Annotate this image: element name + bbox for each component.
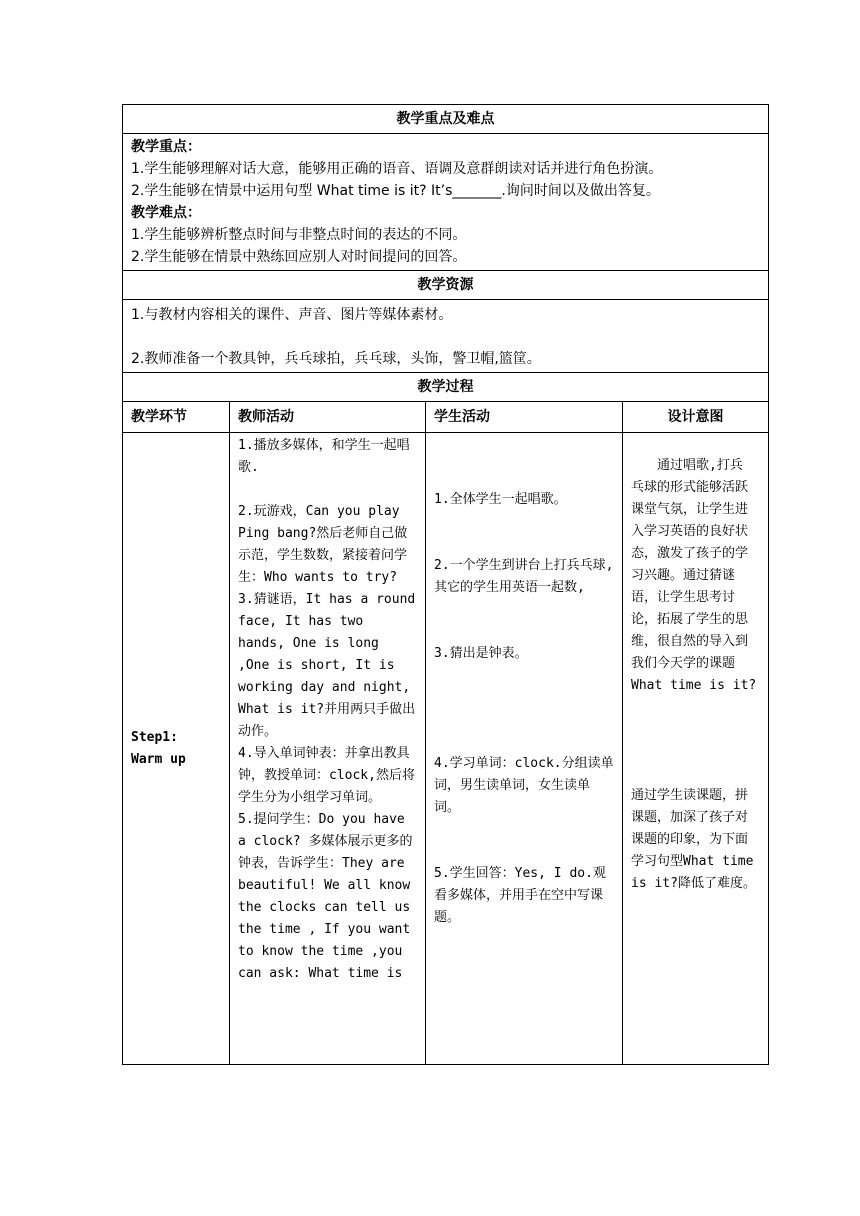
resource-item-1: 1.与教材内容相关的课件、声音、图片等媒体素材。 (131, 307, 453, 323)
difficult-point-2: 2.学生能够在情景中熟练回应别人对时间提问的回答。 (131, 249, 467, 265)
resource-item-2: 2.教师准备一个教具钟，兵乓球拍，兵乓球，头饰，警卫帽,篮筐。 (131, 351, 541, 367)
difficult-points-label: 教学难点： (131, 205, 201, 221)
teacher-activity-1: 1.播放多媒体，和学生一起唱歌. (238, 438, 410, 475)
student-activity-1: 1.全体学生一起唱歌。 (434, 492, 567, 507)
student-activity-cell (426, 433, 623, 1065)
design-intent-2: 通过学生读课题，拼课题，加深了孩子对课题的印象，为下面学习句型What time is it?降低了难度。 (631, 788, 756, 891)
column-header-intent: 设计意图 (623, 402, 769, 433)
teacher-activity-cell (230, 433, 426, 1065)
column-header-stage: 教学环节 (123, 402, 230, 433)
teacher-activity-2: 2.玩游戏，Can you play Ping bang?然后老师自己做示范，学生数数，紧接着问学生：Who wants to try? (238, 504, 408, 585)
key-point-1: 1.学生能够理解对话大意，能够用正确的语音、语调及意群朗读对话并进行角色扮演。 (131, 161, 663, 177)
resources-content (123, 300, 769, 373)
difficult-point-1: 1.学生能够辨析整点时间与非整点时间的表达的不同。 (131, 227, 467, 243)
process-header: 教学过程 (123, 373, 769, 402)
focus-header: 教学重点及难点 (123, 105, 769, 134)
key-point-2: 2.学生能够在情景中运用句型 What time is it? It’s_______.询问时间以及做出答复。 (131, 183, 660, 199)
teacher-spacer (238, 479, 417, 501)
step-cell (123, 433, 230, 1065)
teacher-activity-4: 4.导入单词钟表：并拿出教具钟，教授单词：clock,然后将学生分为小组学习单词。 (238, 746, 415, 805)
student-spacer-3 (434, 665, 614, 753)
column-header-student: 学生活动 (426, 402, 623, 433)
design-intent-cell (623, 433, 769, 1065)
lesson-plan-page (122, 104, 768, 1065)
student-spacer-1 (434, 511, 614, 555)
step-label: Step1: Warm up (131, 729, 186, 767)
student-activity-3: 3.猜出是钟表。 (434, 646, 528, 661)
design-intent-1: 通过唱歌,打兵 乓球的形式能够活跃课堂气氛，让学生进入学习英语的良好状态，激发了孩子的学习兴趣。通过猜谜语，让学生思考讨论，拓展了学生的思维，很自然的导入到我们今天学的课题What time is it? (631, 458, 757, 693)
resource-spacer (131, 326, 760, 348)
student-activity-4: 4.学习单词：clock.分组读单词，男生读单词，女生读单词。 (434, 756, 614, 815)
teacher-activity-3: 3.猜谜语，It has a round face, It has two hands, One is long ,One is short, It is working day and night, What is it?并用两只手做出动作。 (238, 592, 416, 739)
teacher-activity-5: 5.提问学生：Do you have a clock? 多媒体展示更多的钟表，告诉学生：They are beautiful! We all know the clocks can tell us the time , If you want to know the time ,you can ask: What time is (238, 812, 413, 981)
student-spacer-4 (434, 819, 614, 863)
column-header-teacher: 教师活动 (230, 402, 426, 433)
resources-header: 教学资源 (123, 271, 769, 300)
intent-spacer (631, 697, 760, 785)
lesson-plan-table (122, 104, 769, 1065)
student-spacer-2 (434, 599, 614, 643)
focus-content (123, 134, 769, 271)
key-points-label: 教学重点： (131, 139, 201, 155)
student-activity-2: 2.一个学生到讲台上打兵乓球,其它的学生用英语一起数, (434, 558, 614, 595)
student-activity-5: 5.学生回答：Yes, I do.观看多媒体，并用手在空中写课题。 (434, 866, 606, 925)
